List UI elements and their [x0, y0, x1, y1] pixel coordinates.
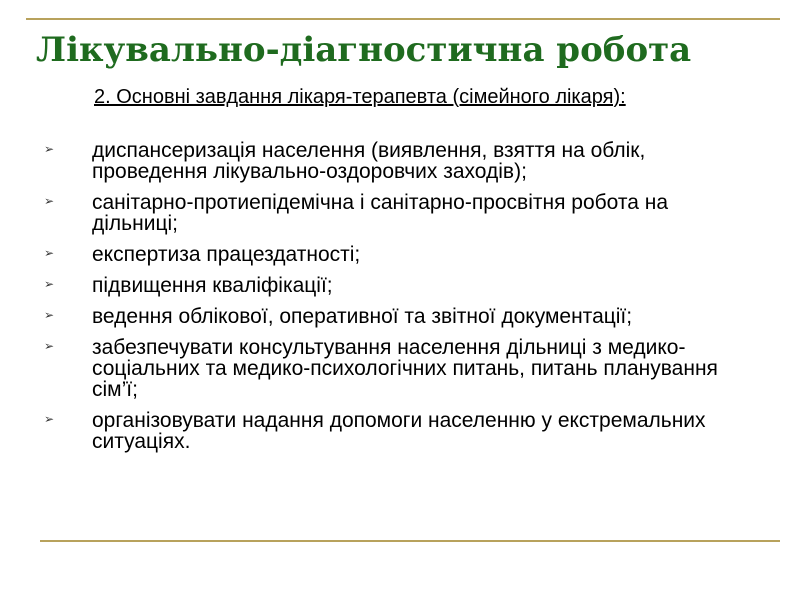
list-item — [36, 140, 756, 182]
slide-subtitle: 2. Основні завдання лікаря-терапевта (сімейного лікаря): — [94, 86, 626, 108]
chevron-right-icon: ➢ — [44, 277, 55, 291]
list-item-text: ведення облікової, оперативної та звітної документації; — [92, 305, 633, 328]
chevron-right-icon: ➢ — [44, 246, 55, 260]
list-item — [36, 337, 756, 400]
chevron-right-icon: ➢ — [44, 339, 55, 353]
bottom-divider — [40, 540, 780, 542]
list-item-text: експертиза працездатності; — [92, 243, 361, 266]
list-item — [36, 306, 756, 327]
top-divider — [26, 18, 780, 20]
list-item — [36, 410, 756, 452]
list-item-text: диспансеризація населення (виявлення, взяття на облік, проведення лікувально-оздоровчих заходів); — [92, 139, 646, 183]
list-item-text: організовувати надання допомоги населенню у екстремальних ситуаціях. — [92, 409, 706, 453]
chevron-right-icon: ➢ — [44, 194, 55, 208]
list-item-text: підвищення кваліфікації; — [92, 274, 333, 297]
list-item — [36, 192, 756, 234]
chevron-right-icon: ➢ — [44, 142, 55, 156]
list-item-text: забезпечувати консультування населення дільниці з медико-соціальних та медико-психологічних питань, питань планування сім’ї; — [92, 336, 718, 401]
list-item — [36, 244, 756, 265]
chevron-right-icon: ➢ — [44, 308, 55, 322]
task-list — [36, 140, 756, 462]
slide-title: Лікувально-діагностична робота — [36, 30, 692, 70]
list-item-text: санітарно-протиепідемічна і санітарно-просвітня робота на дільниці; — [92, 191, 669, 235]
list-item — [36, 275, 756, 296]
chevron-right-icon: ➢ — [44, 412, 55, 426]
